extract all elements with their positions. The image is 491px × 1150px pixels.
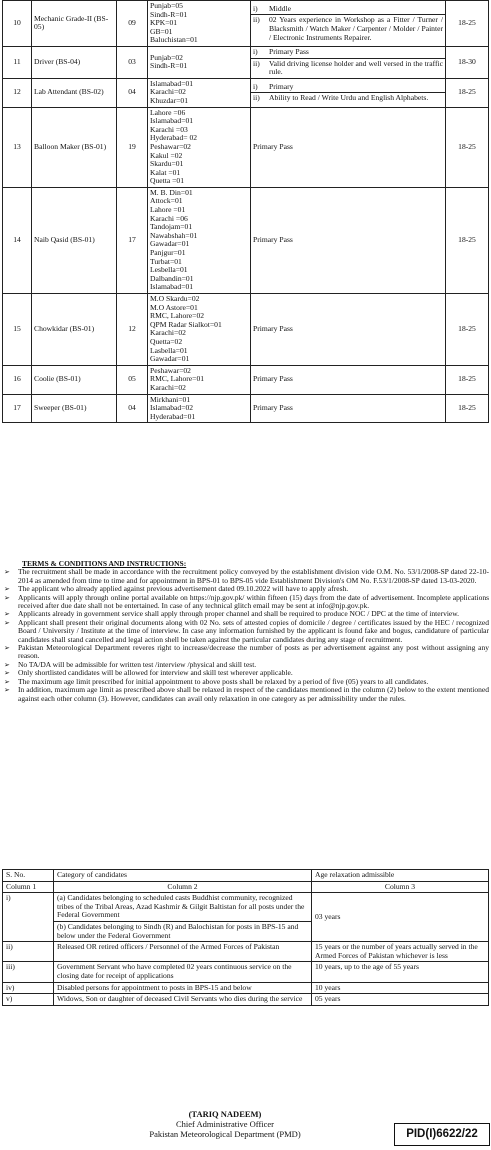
relaxation-serial: i) bbox=[3, 893, 54, 942]
relaxation-row bbox=[3, 942, 489, 962]
quota-line: Lesbella=01 bbox=[150, 265, 188, 275]
quota-line: Gawadar=01 bbox=[150, 354, 190, 364]
post-count: 19 bbox=[117, 107, 148, 187]
quota-line: KPK=01 bbox=[150, 18, 178, 28]
post-count: 04 bbox=[117, 394, 148, 423]
post-row bbox=[3, 187, 489, 293]
signatory-department: Pakistan Meteorological Department (PMD) bbox=[149, 1129, 301, 1139]
relaxation-age: 03 years bbox=[312, 893, 489, 942]
post-row bbox=[3, 107, 489, 187]
relaxation-age: 15 years or the number of years actually served in the Armed Forces of Pakistan whichever is less bbox=[312, 942, 489, 962]
bullet-arrow-icon: ➢ bbox=[4, 677, 10, 686]
terms-item-text: Only shortlisted candidates will be allowed for interview and skill test wherever applicable. bbox=[18, 668, 293, 678]
post-row bbox=[3, 394, 489, 423]
post-name: Balloon Maker (BS-01) bbox=[32, 107, 117, 187]
terms-item-text: No TA/DA will be admissible for written test /interview /physical and skill test. bbox=[18, 659, 257, 669]
post-name: Coolie (BS-01) bbox=[32, 365, 117, 394]
post-age-limit: 18-25 bbox=[446, 107, 489, 187]
relaxation-category: (b) Candidates belonging to Sindh (R) and Balochistan for posts in BPS-15 and below under the Federal Government bbox=[54, 921, 312, 941]
post-age-limit: 18-25 bbox=[446, 365, 489, 394]
post-serial: 12 bbox=[3, 78, 32, 107]
post-count: 04 bbox=[117, 78, 148, 107]
qualification-number: ii) bbox=[253, 15, 260, 25]
relaxation-serial: ii) bbox=[3, 942, 54, 962]
posts-table bbox=[2, 0, 489, 423]
qualification-item bbox=[253, 325, 443, 334]
terms-item bbox=[2, 644, 489, 661]
post-serial: 17 bbox=[3, 394, 32, 423]
terms-item-text: The recruitment shall be made in accordance with the recruitment policy conveyed by the establishment division vide O.M. No. 53/1/2008-SP dated 22-10-2014 as amended from time to time and for appointment in BPS-01 to BPS-05 vide Establishment Division's OM No. F.53/1/2008-SP dated 13-03-2020. bbox=[18, 567, 489, 585]
terms-item-text: Applicant shall present their original documents along with 02 No. sets of attested copies of domicile / degree / certificates issued by the HEC / recognized Board / University / Institute at the time of interview. In case any information furnished by the applicant is found fake and bogus, candidature of particular candidates shall stand cancelled and legal action shell be taken against the particular candidates during any stage of recruitment. bbox=[18, 617, 489, 644]
bullet-arrow-icon: ➢ bbox=[4, 669, 10, 678]
quota-line: Hyderabad= 02 bbox=[150, 133, 198, 143]
quota-line: M.O Astore=01 bbox=[150, 302, 198, 312]
quota-line: Islamabad=02 bbox=[150, 403, 194, 413]
column-3-label: Column 3 bbox=[312, 881, 489, 893]
quota-line: M. B. Din=01 bbox=[150, 187, 193, 197]
post-age-limit: 18-25 bbox=[446, 294, 489, 366]
post-quota bbox=[148, 1, 251, 47]
qualification-item bbox=[253, 60, 443, 77]
bullet-arrow-icon: ➢ bbox=[4, 568, 10, 577]
post-qualification bbox=[251, 78, 446, 107]
qualification-item bbox=[253, 143, 443, 152]
qualification-text: Primary Pass bbox=[253, 324, 293, 334]
relaxation-body bbox=[3, 893, 489, 1006]
quota-line: Kakul =02 bbox=[150, 150, 183, 160]
post-age-limit: 18-25 bbox=[446, 78, 489, 107]
qualification-text: Ability to Read / Write Urdu and English Alphabets. bbox=[269, 93, 429, 103]
quota-line: Quetta=02 bbox=[150, 336, 183, 346]
qualification-item bbox=[253, 404, 443, 413]
post-name: Naib Qasid (BS-01) bbox=[32, 187, 117, 293]
relaxation-column-row bbox=[3, 881, 489, 893]
column-1-label: Column 1 bbox=[3, 881, 54, 893]
pid-number: PID(I)6622/22 bbox=[394, 1123, 490, 1146]
post-count: 17 bbox=[117, 187, 148, 293]
relaxation-category: Government Servant who have completed 02 years continuous service on the closing date for receipt of applications bbox=[54, 962, 312, 982]
post-row bbox=[3, 78, 489, 107]
quota-line: Baluchistan=01 bbox=[150, 35, 198, 45]
qualification-text: Valid driving license holder and well versed in the traffic rule. bbox=[269, 58, 443, 77]
quota-line: Attock=01 bbox=[150, 196, 183, 206]
post-row bbox=[3, 1, 489, 47]
quota-line: Islamabad=01 bbox=[150, 116, 194, 126]
signatory-designation: Chief Administrative Officer bbox=[175, 1119, 275, 1129]
relaxation-row bbox=[3, 982, 489, 994]
post-count: 05 bbox=[117, 365, 148, 394]
qualification-item bbox=[253, 16, 443, 42]
post-serial: 11 bbox=[3, 46, 32, 78]
terms-item-text: Applicants will apply through online portal available on https://njp.gov.pk/ within fifteen (15) days from the date of advertisement. Incomplete applications received after due date shall not be entertained. In case of any technical glitch email may be sent at info@njp.gov.pk. bbox=[18, 592, 489, 611]
post-serial: 13 bbox=[3, 107, 32, 187]
post-age-limit: 18-30 bbox=[446, 46, 489, 78]
quota-line: Karachi =03 bbox=[150, 124, 188, 134]
relaxation-category: Disabled persons for appointment to posts in BPS-15 and below bbox=[54, 982, 312, 994]
post-count: 03 bbox=[117, 46, 148, 78]
age-relaxation-table bbox=[2, 869, 489, 1006]
post-quota bbox=[148, 365, 251, 394]
quota-line: Mirkhani=01 bbox=[150, 394, 191, 404]
post-name: Lab Attendant (BS-02) bbox=[32, 78, 117, 107]
qualification-item bbox=[253, 94, 443, 103]
quota-line: Dalbandin=01 bbox=[150, 273, 194, 283]
quota-line: Punjab=05 bbox=[150, 1, 183, 10]
post-qualification bbox=[251, 365, 446, 394]
bullet-arrow-icon: ➢ bbox=[4, 686, 10, 695]
terms-item-text: In addition, maximum age limit as prescribed above shall be relaxed in respect of the candidates mentioned in the column (2) below to the extent mentioned against each other column (3). However, candidates can avail only relaxation in one category as per admissibility under the rules. bbox=[18, 685, 489, 703]
terms-list bbox=[2, 568, 489, 703]
quota-line: Lasbella=01 bbox=[150, 345, 188, 355]
qualification-item bbox=[253, 5, 443, 14]
post-qualification bbox=[251, 46, 446, 78]
qualification-number: i) bbox=[253, 81, 258, 91]
quota-line: Panjgur=01 bbox=[150, 248, 186, 258]
post-age-limit: 18-25 bbox=[446, 187, 489, 293]
signatory-name: (TARIQ NADEEM) bbox=[188, 1109, 262, 1119]
bullet-arrow-icon: ➢ bbox=[4, 618, 10, 627]
qualification-number: ii) bbox=[253, 58, 260, 68]
terms-item-text: The applicant who already applied against previous advertisement dated 09.10.2022 will have to apply afresh. bbox=[18, 584, 349, 594]
quota-line: Sindh-R=01 bbox=[150, 9, 188, 19]
qualification-item bbox=[253, 236, 443, 245]
relaxation-row bbox=[3, 994, 489, 1006]
post-quota bbox=[148, 107, 251, 187]
relaxation-category: Widows, Son or daughter of deceased Civil Servants who dies during the service bbox=[54, 994, 312, 1006]
qualification-text: Primary Pass bbox=[253, 141, 293, 151]
quota-line: Kalat =01 bbox=[150, 167, 181, 177]
terms-item-text: Pakistan Meteorological Department reveres right to increase/decrease the number of posts as per advertisement against any post without assigning any reason. bbox=[18, 643, 489, 661]
post-serial: 14 bbox=[3, 187, 32, 293]
qualification-text: Primary bbox=[269, 81, 294, 91]
post-age-limit: 18-25 bbox=[446, 394, 489, 423]
post-age-limit: 18-25 bbox=[446, 1, 489, 47]
quota-line: Skardu=01 bbox=[150, 159, 184, 169]
quota-line: Karachi=02 bbox=[150, 382, 186, 392]
quota-line: RMC, Lahore=01 bbox=[150, 374, 205, 384]
terms-item-text: Applicants already in government service shall apply through proper channel and shall be required to produce NOC / DPC at the time of interview. bbox=[18, 609, 460, 619]
post-count: 09 bbox=[117, 1, 148, 47]
quota-line: QPM Radar Sialkot=01 bbox=[150, 319, 222, 329]
qualification-item bbox=[253, 48, 443, 57]
column-2-label: Column 2 bbox=[54, 881, 312, 893]
quota-line: Tandojam=01 bbox=[150, 222, 193, 232]
quota-line: Turbat=01 bbox=[150, 256, 182, 266]
post-qualification bbox=[251, 294, 446, 366]
qualification-text: Primary Pass bbox=[253, 235, 293, 245]
relaxation-age: 05 years bbox=[312, 994, 489, 1006]
quota-line: RMC, Lahore=02 bbox=[150, 311, 205, 321]
quota-line: Karachi=02 bbox=[150, 328, 186, 338]
post-row bbox=[3, 365, 489, 394]
quota-line: Khuzdar=01 bbox=[150, 95, 189, 105]
sno-header: S. No. bbox=[3, 870, 54, 882]
relaxation-age: 10 years, up to the age of 55 years bbox=[312, 962, 489, 982]
qualification-number: i) bbox=[253, 3, 258, 13]
post-name: Chowkidar (BS-01) bbox=[32, 294, 117, 366]
signature-block bbox=[60, 1109, 390, 1139]
post-quota bbox=[148, 294, 251, 366]
post-quota bbox=[148, 78, 251, 107]
bullet-arrow-icon: ➢ bbox=[4, 660, 10, 669]
post-qualification bbox=[251, 107, 446, 187]
relaxation-category: Released OR retired officers / Personnel of the Armed Forces of Pakistan bbox=[54, 942, 312, 962]
post-row bbox=[3, 46, 489, 78]
age-relaxation-header: Age relaxation admissible bbox=[312, 870, 489, 882]
post-qualification bbox=[251, 394, 446, 423]
qualification-number: i) bbox=[253, 46, 258, 56]
qualification-item bbox=[253, 375, 443, 384]
post-quota bbox=[148, 394, 251, 423]
post-name: Sweeper (BS-01) bbox=[32, 394, 117, 423]
terms-item-text: The maximum age limit prescribed for initial appointment to above posts shall be relaxed by a period of five (05) years to all candidates. bbox=[18, 676, 429, 686]
bullet-arrow-icon: ➢ bbox=[4, 593, 10, 602]
terms-section bbox=[2, 560, 489, 703]
relaxation-serial: v) bbox=[3, 994, 54, 1006]
relaxation-serial: iv) bbox=[3, 982, 54, 994]
terms-item bbox=[2, 686, 489, 703]
terms-title: TERMS & CONDITIONS AND INSTRUCTIONS: bbox=[22, 559, 187, 568]
quota-line: Karachi =06 bbox=[150, 213, 188, 223]
relaxation-serial: iii) bbox=[3, 962, 54, 982]
quota-line: Quetta =01 bbox=[150, 176, 185, 186]
post-qualification bbox=[251, 187, 446, 293]
relaxation-row bbox=[3, 962, 489, 982]
quota-line: Peshawar=02 bbox=[150, 141, 191, 151]
terms-item bbox=[2, 594, 489, 611]
post-serial: 16 bbox=[3, 365, 32, 394]
quota-line: Karachi=02 bbox=[150, 87, 186, 97]
terms-item bbox=[2, 568, 489, 585]
quota-line: Gawadar=01 bbox=[150, 239, 190, 249]
post-quota bbox=[148, 46, 251, 78]
qualification-item bbox=[253, 83, 443, 92]
post-quota bbox=[148, 187, 251, 293]
quota-line: Islamabad=01 bbox=[150, 78, 194, 88]
relaxation-category: (a) Candidates belonging to scheduled casts Buddhist community, recognized tribes of the Tribal Areas, Azad Kashmir & Gilgit Baltistan for all posts under the Federal Government bbox=[54, 893, 312, 922]
post-serial: 15 bbox=[3, 294, 32, 366]
post-row bbox=[3, 294, 489, 366]
quota-line: Sindh-R=01 bbox=[150, 61, 188, 71]
quota-line: GB=01 bbox=[150, 26, 173, 36]
qualification-text: Middle bbox=[269, 3, 291, 13]
relaxation-row bbox=[3, 893, 489, 922]
qualification-text: Primary Pass bbox=[253, 403, 293, 413]
quota-line: Punjab=02 bbox=[150, 52, 183, 62]
post-name: Driver (BS-04) bbox=[32, 46, 117, 78]
bullet-arrow-icon: ➢ bbox=[4, 644, 10, 653]
bullet-arrow-icon: ➢ bbox=[4, 610, 10, 619]
qualification-text: Primary Pass bbox=[253, 374, 293, 384]
quota-line: Peshawar=02 bbox=[150, 365, 191, 375]
qualification-text: 02 Years experience in Workshop as a Fitter / Turner / Blacksmith / Watch Maker / Carpenter / Molder / Painter / Electronic Instruments Repairer. bbox=[269, 15, 443, 42]
post-name: Mechanic Grade-II (BS-05) bbox=[32, 1, 117, 47]
quota-line: M.O Skardu=02 bbox=[150, 294, 200, 303]
quota-line: Lahore =01 bbox=[150, 205, 186, 215]
quota-line: Islamabad=01 bbox=[150, 282, 194, 292]
post-serial: 10 bbox=[3, 1, 32, 47]
category-header: Category of candidates bbox=[54, 870, 312, 882]
terms-item bbox=[2, 619, 489, 644]
quota-line: Nawabshah=01 bbox=[150, 230, 198, 240]
qualification-number: ii) bbox=[253, 93, 260, 103]
quota-line: Hyderabad=01 bbox=[150, 411, 196, 421]
post-count: 12 bbox=[117, 294, 148, 366]
post-qualification bbox=[251, 1, 446, 47]
quota-line: Lahore =06 bbox=[150, 107, 186, 117]
qualification-text: Primary Pass bbox=[269, 46, 309, 56]
relaxation-age: 10 years bbox=[312, 982, 489, 994]
relaxation-header-row bbox=[3, 870, 489, 882]
bullet-arrow-icon: ➢ bbox=[4, 585, 10, 594]
posts-table-body bbox=[3, 1, 489, 423]
